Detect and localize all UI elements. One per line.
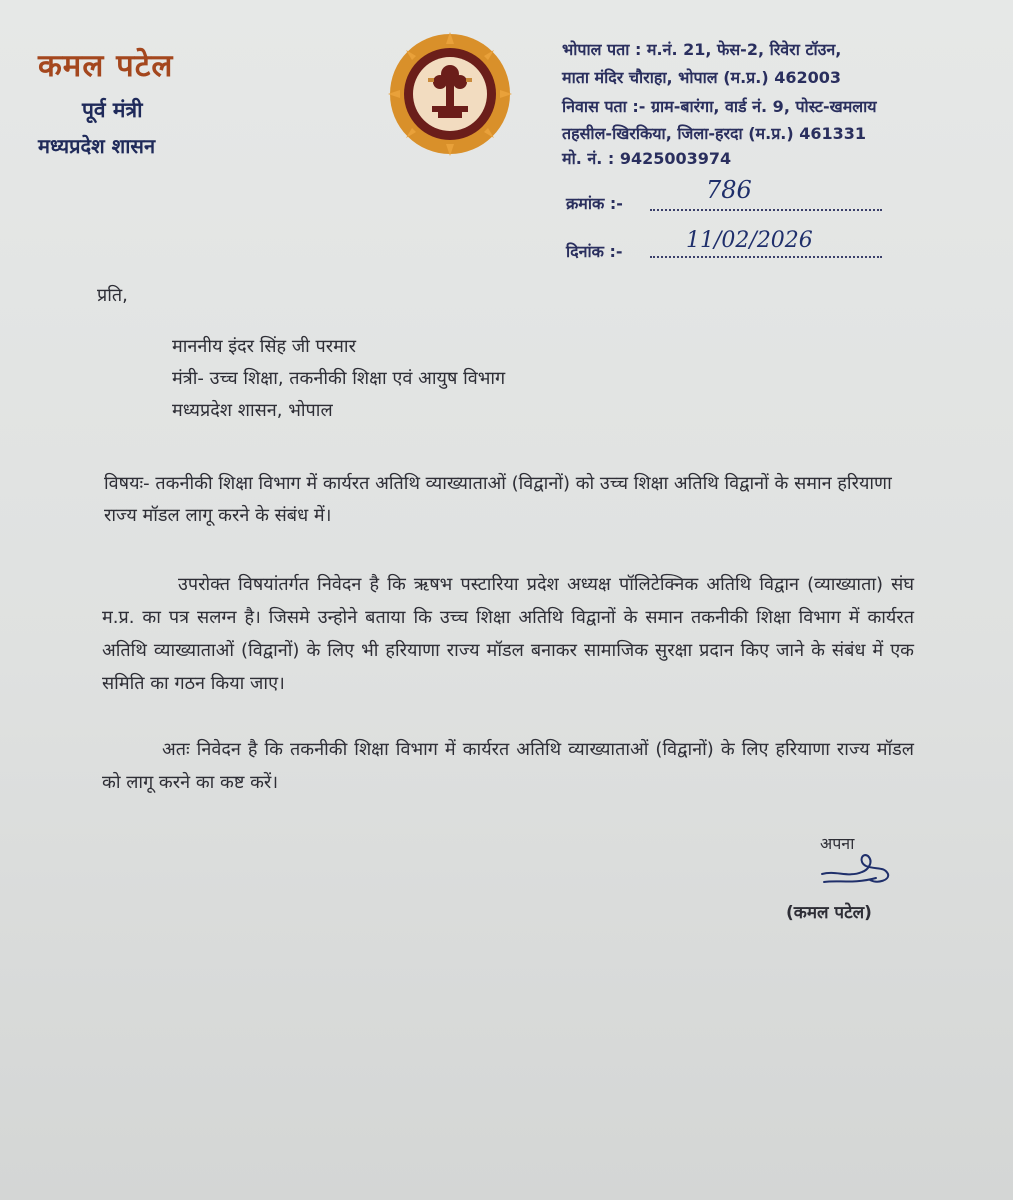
closing-word: अपना [820, 834, 855, 853]
address-residence: निवास पता :- ग्राम-बारंगा, वार्ड नं. 9, पोस्ट-खमलाय [562, 97, 877, 116]
reference-label: क्रमांक :- [566, 194, 623, 213]
reference-dotted-line [650, 209, 882, 211]
body-paragraph-2: अतः निवेदन है कि तकनीकी शिक्षा विभाग में कार्यरत अतिथि व्याख्याताओं (विद्वानों) के लिए हरियाणा राज्य मॉडल को लागू करने का कष्ट करें। [102, 739, 914, 793]
state-emblem-logo [388, 32, 512, 156]
subject-label: विषयः- [104, 473, 150, 494]
recipient-designation: मंत्री- उच्च शिक्षा, तकनीकी शिक्षा एवं आयुष विभाग [172, 368, 506, 389]
recipient-name: माननीय इंदर सिंह जी परमार [172, 336, 356, 357]
letterhead-position: पूर्व मंत्री [82, 98, 143, 122]
letterhead-name: कमल पटेल [38, 48, 174, 84]
handwritten-signature [818, 848, 898, 890]
address-residence-line2: तहसील-खिरकिया, जिला-हरदा (म.प्र.) 461331 [562, 124, 867, 143]
recipient-office: मध्यप्रदेश शासन, भोपाल [172, 400, 333, 421]
date-dotted-line [650, 256, 882, 258]
body-paragraph-1: उपरोक्त विषयांतर्गत निवेदन है कि ऋषभ पस्टारिया प्रदेश अध्यक्ष पॉलिटेक्निक अतिथि विद्वान (व्याख्याता) संघ म.प्र. का पत्र सलग्न है। जिसमे उन्होने बताया कि उच्च शिक्षा अतिथि विद्वानों के समान तकनीकी शिक्षा विभाग में कार्यरत अतिथि व्याख्याताओं (विद्वानों) के लिए भी हरियाणा राज्य मॉडल बनाकर सामाजिक सुरक्षा प्रदान किए जाने के संबंध में एक समिति का गठन किया जाए। [102, 574, 914, 694]
date-value: 11/02/2026 [686, 228, 813, 253]
signatory-name: (कमल पटेल) [786, 903, 872, 923]
address-bhopal: भोपाल पता : म.नं. 21, फेस-2, रिवेरा टॉउन, [562, 40, 842, 59]
salutation: प्रति, [97, 285, 128, 306]
subject-line [104, 468, 904, 532]
letterhead-government: मध्यप्रदेश शासन [38, 134, 156, 158]
mobile-number: मो. नं. : 9425003974 [562, 149, 732, 168]
reference-number: 786 [706, 176, 752, 204]
subject-text: तकनीकी शिक्षा विभाग में कार्यरत अतिथि व्याख्याताओं (विद्वानों) को उच्च शिक्षा अतिथि विद्वानों के समान हरियाणा राज्य मॉडल लागू करने के संबंध में। [104, 473, 892, 526]
address-bhopal-line2: माता मंदिर चौराहा, भोपाल (म.प्र.) 462003 [562, 68, 842, 87]
date-label: दिनांक :- [566, 242, 623, 261]
